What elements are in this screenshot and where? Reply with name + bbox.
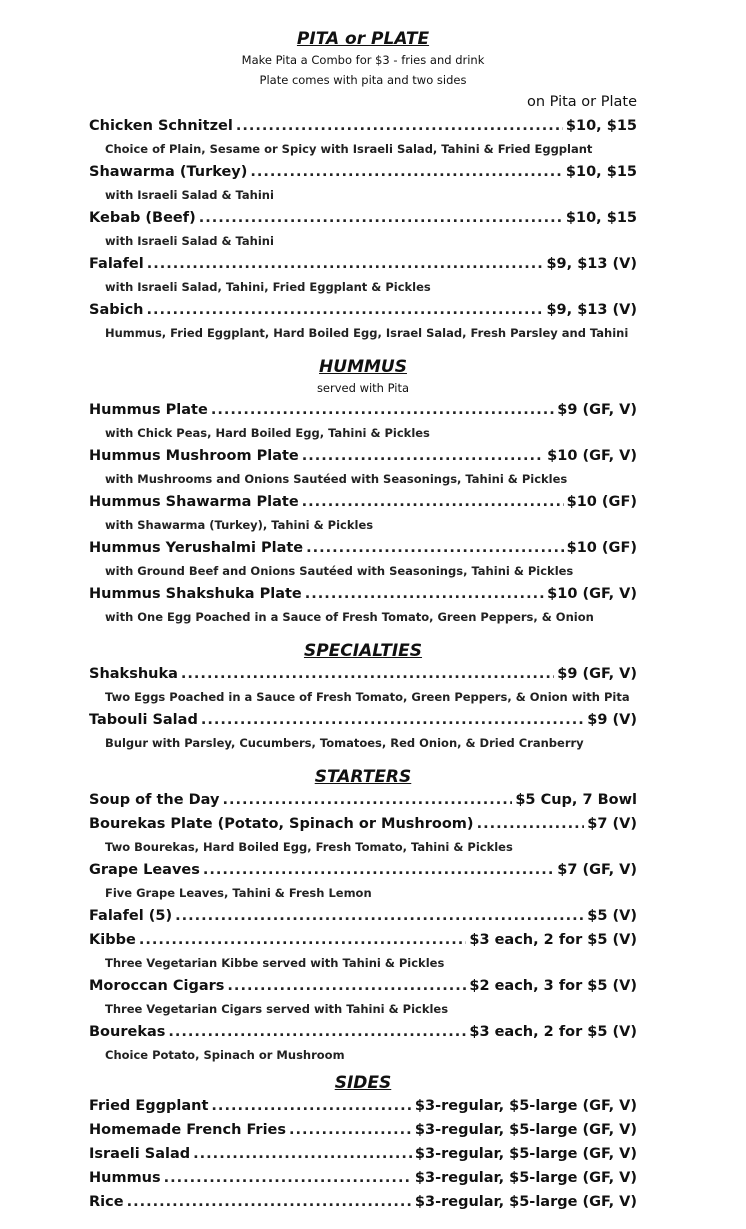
item-name: Hummus Mushroom Plate — [89, 448, 299, 464]
item-description: Hummus, Fried Eggplant, Hard Boiled Egg, Israel Salad, Fresh Parsley and Tahini — [105, 326, 629, 340]
item-name: Hummus — [89, 1170, 161, 1186]
menu-item — [89, 206, 637, 252]
menu-section — [89, 640, 637, 754]
menu-item — [89, 788, 637, 812]
item-row — [89, 582, 637, 606]
item-description: Five Grape Leaves, Tahini & Fresh Lemon — [105, 886, 372, 900]
dot-leader — [164, 1166, 412, 1190]
item-name: Falafel (5) — [89, 908, 173, 924]
item-price: $10, $15 — [565, 210, 637, 226]
item-row — [89, 114, 637, 138]
dot-leader — [147, 252, 544, 276]
item-price: $7 (GF, V) — [557, 862, 637, 878]
menu-item — [89, 490, 637, 536]
item-description: Bulgur with Parsley, Cucumbers, Tomatoes, Red Onion, & Dried Cranberry — [105, 736, 584, 750]
menu-item — [89, 114, 637, 160]
item-row — [89, 206, 637, 230]
item-price: $5 Cup, 7 Bowl — [515, 792, 637, 808]
item-row — [89, 788, 637, 812]
item-row — [89, 1190, 637, 1214]
item-description: with Israeli Salad, Tahini, Fried Eggplant & Pickles — [105, 280, 431, 294]
item-description: Choice of Plain, Sesame or Spicy with Israeli Salad, Tahini & Fried Eggplant — [105, 142, 593, 156]
item-row — [89, 858, 637, 882]
item-row — [89, 398, 637, 422]
item-price: $9 (V) — [587, 712, 637, 728]
item-price: $10 (GF) — [566, 540, 637, 556]
dot-leader — [181, 662, 554, 686]
item-price: $9, $13 (V) — [546, 256, 637, 272]
section-title: PITA or PLATE — [296, 29, 430, 49]
item-row — [89, 928, 637, 952]
item-row — [89, 1118, 637, 1142]
menu-item — [89, 904, 637, 928]
menu — [89, 0, 637, 1214]
menu-item — [89, 444, 637, 490]
item-price: $3-regular, $5-large (GF, V) — [414, 1146, 637, 1162]
item-name: Bourekas — [89, 1024, 166, 1040]
item-row — [89, 812, 637, 836]
dot-leader — [203, 858, 554, 882]
item-name: Bourekas Plate (Potato, Spinach or Mushroom) — [89, 816, 474, 832]
dot-leader — [211, 398, 554, 422]
item-name: Hummus Plate — [89, 402, 208, 418]
item-row — [89, 974, 637, 998]
item-name: Grape Leaves — [89, 862, 200, 878]
item-row — [89, 490, 637, 514]
dot-leader — [250, 160, 563, 184]
item-price: $10, $15 — [565, 118, 637, 134]
item-name: Israeli Salad — [89, 1146, 191, 1162]
item-description: with Mushrooms and Onions Sautéed with Seasonings, Tahini & Pickles — [105, 472, 568, 486]
item-name: Rice — [89, 1194, 124, 1210]
item-name: Moroccan Cigars — [89, 978, 225, 994]
item-row — [89, 1020, 637, 1044]
item-row — [89, 708, 637, 732]
item-name: Shawarma (Turkey) — [89, 164, 248, 180]
item-price: $9, $13 (V) — [546, 302, 637, 318]
column-header: on Pita or Plate — [526, 94, 637, 110]
item-description: with Israeli Salad & Tahini — [105, 188, 274, 202]
dot-leader — [193, 1142, 412, 1166]
dot-leader — [477, 812, 585, 836]
dot-leader — [306, 536, 563, 560]
menu-item — [89, 1020, 637, 1066]
item-price: $9 (GF, V) — [557, 666, 637, 682]
item-row — [89, 662, 637, 686]
item-price: $5 (V) — [587, 908, 637, 924]
item-row — [89, 444, 637, 468]
menu-item — [89, 1190, 637, 1214]
item-price: $3 each, 2 for $5 (V) — [469, 1024, 637, 1040]
menu-item — [89, 662, 637, 708]
item-price: $3-regular, $5-large (GF, V) — [414, 1122, 637, 1138]
menu-item — [89, 1142, 637, 1166]
item-price: $3-regular, $5-large (GF, V) — [414, 1170, 637, 1186]
dot-leader — [199, 206, 563, 230]
item-row — [89, 160, 637, 184]
menu-item — [89, 298, 637, 344]
dot-leader — [227, 974, 466, 998]
section-note: Make Pita a Combo for $3 - fries and drink — [241, 53, 485, 67]
item-price: $3-regular, $5-large (GF, V) — [414, 1194, 637, 1210]
item-name: Soup of the Day — [89, 792, 220, 808]
item-price: $10 (GF) — [566, 494, 637, 510]
item-price: $10, $15 — [565, 164, 637, 180]
item-description: with Ground Beef and Onions Sautéed with Seasonings, Tahini & Pickles — [105, 564, 574, 578]
item-name: Shakshuka — [89, 666, 178, 682]
dot-leader — [236, 114, 563, 138]
dot-leader — [302, 490, 564, 514]
dot-leader — [211, 1094, 411, 1118]
item-name: Tabouli Salad — [89, 712, 198, 728]
menu-item — [89, 974, 637, 1020]
menu-item — [89, 858, 637, 904]
item-name: Hummus Yerushalmi Plate — [89, 540, 304, 556]
menu-item — [89, 708, 637, 754]
item-description: with One Egg Poached in a Sauce of Fresh Tomato, Green Peppers, & Onion — [105, 610, 594, 624]
item-row — [89, 252, 637, 276]
menu-item — [89, 928, 637, 974]
dot-leader — [168, 1020, 466, 1044]
menu-item — [89, 812, 637, 858]
item-description: Three Vegetarian Cigars served with Tahini & Pickles — [105, 1002, 449, 1016]
item-name: Sabich — [89, 302, 144, 318]
menu-item — [89, 1118, 637, 1142]
item-name: Kibbe — [89, 932, 136, 948]
dot-leader — [175, 904, 584, 928]
item-name: Homemade French Fries — [89, 1122, 287, 1138]
menu-section — [89, 28, 637, 344]
item-description: Two Bourekas, Hard Boiled Egg, Fresh Tomato, Tahini & Pickles — [105, 840, 513, 854]
section-note: served with Pita — [316, 381, 410, 395]
item-price: $7 (V) — [587, 816, 637, 832]
item-row — [89, 1142, 637, 1166]
item-name: Falafel — [89, 256, 144, 272]
section-title: SPECIALTIES — [303, 641, 423, 661]
dot-leader — [127, 1190, 412, 1214]
item-price: $2 each, 3 for $5 (V) — [469, 978, 637, 994]
section-title: SIDES — [334, 1073, 392, 1093]
item-description: with Chick Peas, Hard Boiled Egg, Tahini & Pickles — [105, 426, 430, 440]
dot-leader — [201, 708, 584, 732]
section-note: Plate comes with pita and two sides — [259, 73, 467, 87]
menu-section — [89, 1072, 637, 1214]
dot-leader — [289, 1118, 412, 1142]
dot-leader — [139, 928, 467, 952]
menu-item — [89, 1094, 637, 1118]
item-description: Three Vegetarian Kibbe served with Tahini & Pickles — [105, 956, 445, 970]
item-price: $10 (GF, V) — [547, 448, 637, 464]
menu-item — [89, 160, 637, 206]
item-name: Hummus Shakshuka Plate — [89, 586, 302, 602]
item-name: Chicken Schnitzel — [89, 118, 233, 134]
item-name: Hummus Shawarma Plate — [89, 494, 299, 510]
item-price: $10 (GF, V) — [547, 586, 637, 602]
menu-item — [89, 1166, 637, 1190]
item-row — [89, 904, 637, 928]
menu-section — [89, 766, 637, 1066]
dot-leader — [302, 444, 544, 468]
section-title: HUMMUS — [319, 357, 407, 377]
item-row — [89, 536, 637, 560]
item-row — [89, 1166, 637, 1190]
menu-item — [89, 398, 637, 444]
item-price: $3 each, 2 for $5 (V) — [469, 932, 637, 948]
menu-section — [89, 356, 637, 628]
item-name: Kebab (Beef) — [89, 210, 196, 226]
item-description: with Israeli Salad & Tahini — [105, 234, 274, 248]
menu-item — [89, 252, 637, 298]
menu-item — [89, 582, 637, 628]
dot-leader — [305, 582, 544, 606]
item-row — [89, 298, 637, 322]
dot-leader — [222, 788, 512, 812]
item-description: Two Eggs Poached in a Sauce of Fresh Tomato, Green Peppers, & Onion with Pita — [105, 690, 630, 704]
item-row — [89, 1094, 637, 1118]
item-price: $9 (GF, V) — [557, 402, 637, 418]
section-title: STARTERS — [314, 767, 412, 787]
menu-item — [89, 536, 637, 582]
item-description: Choice Potato, Spinach or Mushroom — [105, 1048, 345, 1062]
item-price: $3-regular, $5-large (GF, V) — [414, 1098, 637, 1114]
dot-leader — [147, 298, 544, 322]
item-name: Fried Eggplant — [89, 1098, 209, 1114]
item-description: with Shawarma (Turkey), Tahini & Pickles — [105, 518, 374, 532]
